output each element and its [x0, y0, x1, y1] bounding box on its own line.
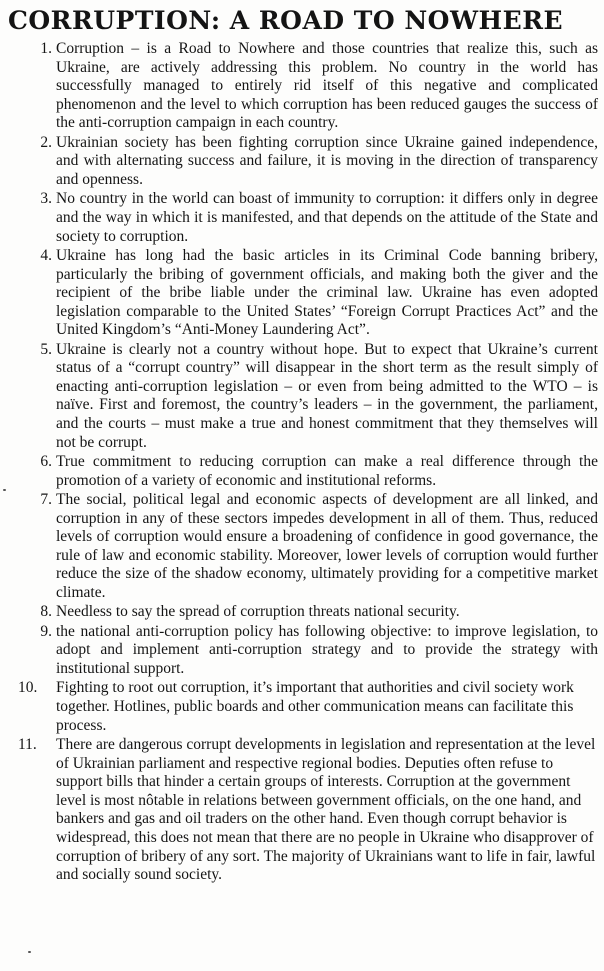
list-item — [18, 736, 598, 885]
list-item-text: Ukraine is clearly not a country without hope. But to expect that Ukraine’s current status of a “corrupt country” will disappear in the short term as the result simply of enacting anti-corruption legislation – or even from being admitted to the WTO – is naïve. First and foremost, the country’s leaders – in the government, the parliament, and the courts – must make a true and honest commitment that they themselves will not be corrupt. — [56, 340, 598, 451]
list-item — [18, 679, 598, 735]
list-item — [18, 40, 598, 133]
list-item-number: 10. — [18, 679, 38, 697]
list-item-text: True commitment to reducing corruption can make a real difference through the promotion of a variety of economic and institutional reforms. — [56, 453, 598, 489]
list-item-number: 6. — [40, 453, 52, 471]
list-item — [18, 341, 598, 453]
list-item — [18, 247, 598, 340]
list-item-text: Needless to say the spread of corruption threats national security. — [56, 603, 460, 621]
list-item-number: 1. — [40, 40, 52, 57]
scan-speck — [3, 489, 6, 491]
list-item — [18, 603, 598, 622]
list-item-number: 7. — [40, 491, 52, 509]
list-item-text: the national anti-corruption policy has following objective: to improve legislation, to adopt and implement anti-corruption strategy and to provide the strategy with institutional support. — [56, 622, 598, 677]
list-item — [18, 623, 598, 679]
list-item-text: Ukraine has long had the basic articles in its Criminal Code banning bribery, particularly the bribing of government officials, and making both the giver and the recipient of the bribe liable under the criminal law. Ukraine has even adopted legislation comparable to the United States’ “Foreign Corrupt Practices Act” and the United Kingdom’s “Anti-Money Laundering Act”. — [56, 246, 598, 339]
list-item-number: 5. — [40, 340, 52, 358]
numbered-list — [18, 40, 598, 885]
list-item-number: 11. — [18, 735, 37, 753]
list-item-number: 8. — [40, 603, 52, 621]
list-item-number: 3. — [40, 190, 52, 208]
list-item-number: 2. — [40, 133, 52, 151]
list-item-text: Fighting to root out corruption, it’s important that authorities and civil society work together. Hotlines, public boards and other communication means can facilitate this process. — [56, 679, 574, 734]
list-item-text: There are dangerous corrupt developments in legislation and representation at the level of Ukrainian parliament and respective regional bodies. Deputies often refuse to support bills that hinder a certain groups of interests. Corruption at the government level is most nôtable in relations between government officials, on the one hand, and bankers and gas and oil traders on the other hand. Even though corrupt behavior is widespread, this does not mean that there are no people in Ukraine who disapprover of corruption of bribery of any sort. The majority of Ukrainians want to life in fair, lawful and socially sound society. — [56, 735, 596, 884]
list-item-text: Ukrainian society has been fighting corruption since Ukraine gained independence, and with alternating success and failure, it is moving in the direction of transparency and openness. — [56, 133, 598, 188]
list-item — [18, 134, 598, 190]
list-item-text: The social, political legal and economic aspects of development are all linked, and corruption in any of these sectors impedes development in all of them. Thus, reduced levels of corruption would ensure a broadening of confidence in good governance, the rule of law and economic stability. Moreover, lower levels of corruption would further reduce the size of the shadow economy, ultimately providing for a competitive market climate. — [56, 491, 598, 601]
list-item-text: Corruption – is a Road to Nowhere and those countries that realize this, such as Ukraine, are actively addressing this problem. No country in the world has successfully managed to entirely rid itself of this negative and complicated phenomenon and the level to which corruption has been reduced gauges the success of the anti-corruption campaign in each country. — [56, 40, 598, 132]
list-item-number: 4. — [40, 246, 52, 264]
page-title: CORRUPTION: A ROAD TO NOWHERE — [8, 6, 564, 35]
list-item — [18, 491, 598, 603]
scan-speck — [28, 951, 31, 953]
list-item — [18, 453, 598, 490]
list-item — [18, 190, 598, 246]
list-item-text: No country in the world can boast of immunity to corruption: it differs only in degree and the way in which it is manifested, and that depends on the attitude of the State and society to corruption. — [56, 190, 598, 245]
list-item-number: 9. — [40, 622, 52, 640]
